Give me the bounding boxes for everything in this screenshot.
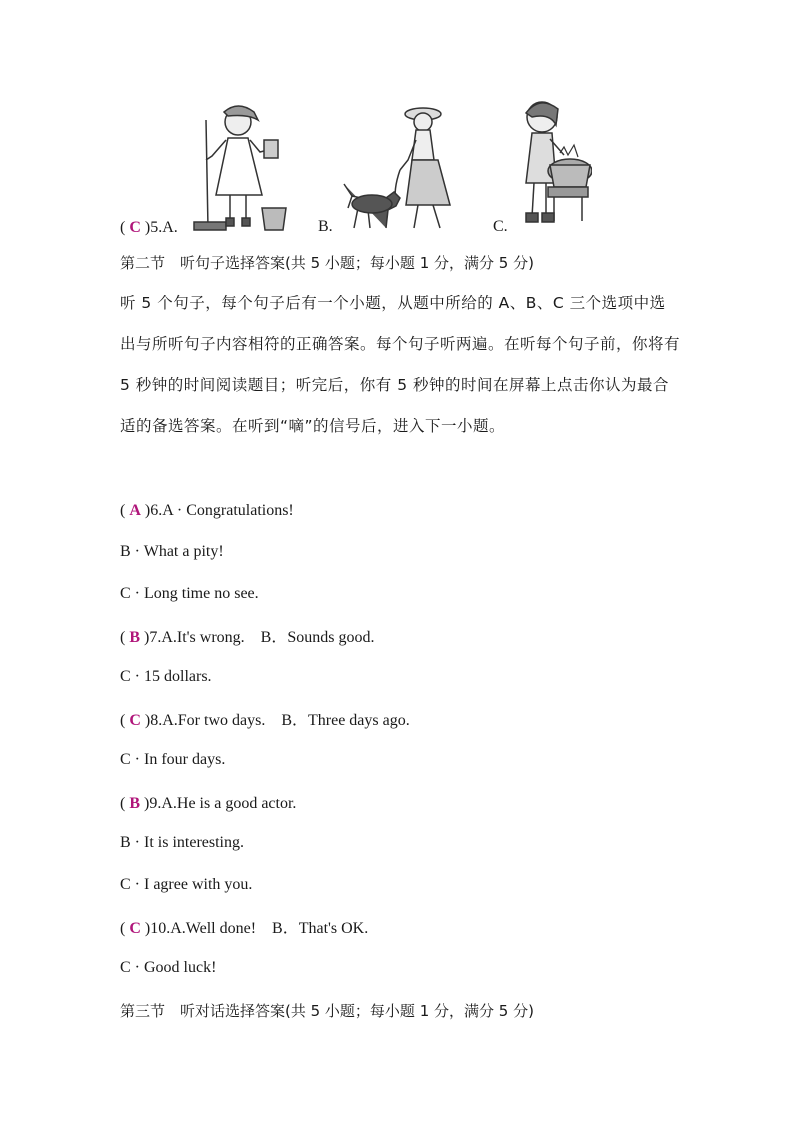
answer-letter: A [129,502,141,519]
girl-mopping-icon [188,100,298,235]
answer-letter: B [129,795,140,812]
question-10: ( C )10.A.Well done! B．That's OK. [120,920,369,937]
question-7: ( B )7.A.It's wrong. B．Sounds good. [120,629,375,646]
girl-washing-dog-icon [512,95,592,235]
q10-option-c: C · Good luck! [120,959,217,976]
answer-letter: C [129,920,141,937]
q7-option-c: C · 15 dollars. [120,668,212,685]
section-2-title: 第二节 听句子选择答案(共 5 小题；每小题 1 分，满分 5 分) [120,254,534,272]
woman-walking-dog-icon [338,100,468,235]
answer-letter: C [129,712,141,729]
q9-option-c: C · I agree with you. [120,876,253,893]
question-6: ( A )6.A · Congratulations! [120,502,294,519]
option-b-label: B. [318,218,333,235]
section-2-instructions: 听 5 个句子，每个句子后有一个小题，从题中所给的 A、B、C 三个选项中选出与所听句子内容相符的正确答案。每个句子听两遍。在听每个句子前，你将有 5 秒钟的时间阅读题目；听完后，你有 5 秒钟的时间在屏幕上点击你认为最合适的备选答案。在听到“嘀”的信号后，进入下一小题。 [120,294,681,435]
option-c-label: C. [493,218,508,235]
answer-letter: C [129,219,141,236]
q8-option-c: C · In four days. [120,751,226,768]
answer-letter: B [129,629,140,646]
q6-option-c: C · Long time no see. [120,585,259,602]
question-8: ( C )8.A.For two days. B．Three days ago. [120,712,410,729]
q9-option-b: B · It is interesting. [120,834,244,851]
question-9: ( B )9.A.He is a good actor. [120,795,297,812]
section-3-title: 第三节 听对话选择答案(共 5 小题；每小题 1 分，满分 5 分) [120,1002,534,1020]
q5-label: ( C )5.A. [120,219,178,236]
q6-option-b: B · What a pity! [120,543,224,560]
